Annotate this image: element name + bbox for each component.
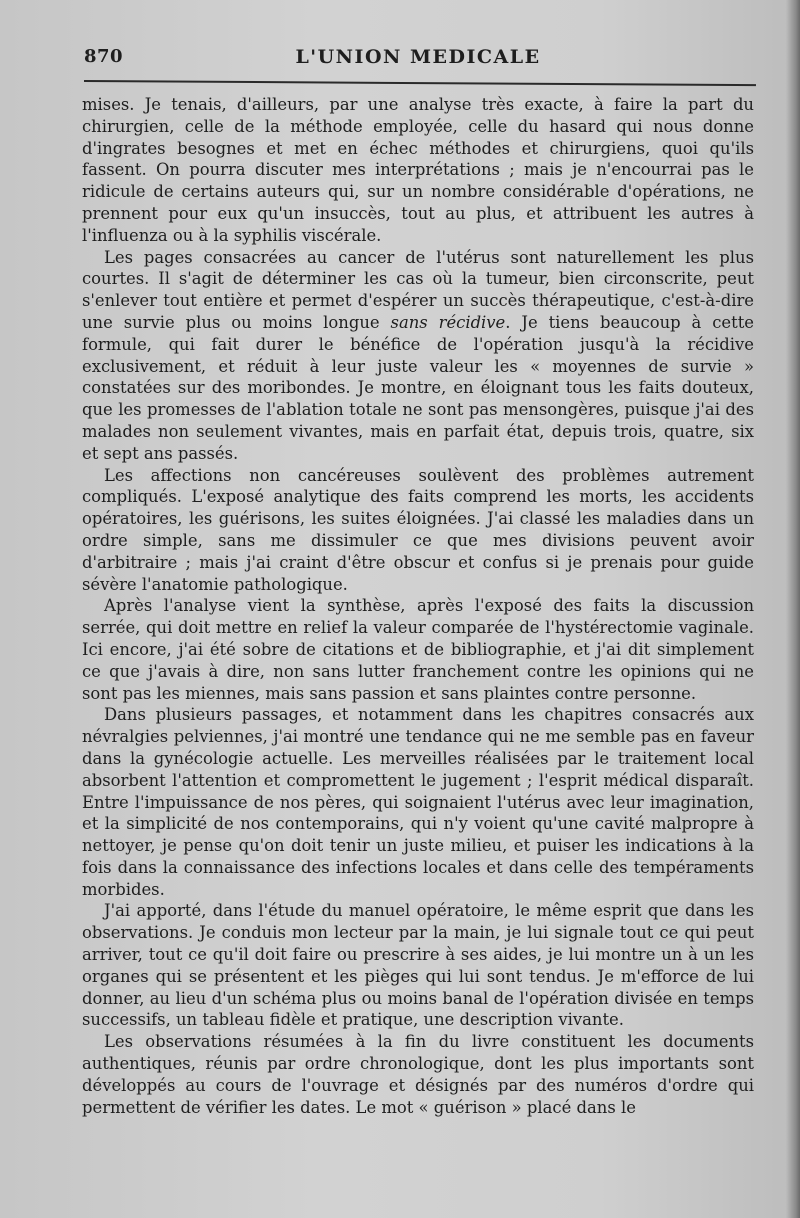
page-edge-shadow (786, 0, 800, 1218)
paragraph-2 (82, 247, 754, 465)
body-text (82, 94, 754, 1118)
paragraph-7: Les observations résumées à la fin du livre constituent les documents authentiques, réunis par ordre chronologique, dont les plus importants sont développés au cours de l'ouvrage et désignés par des numéros d'ordre qui permettent de vérifier les dates. Le mot « guérison » placé dans le (82, 1032, 754, 1117)
italic-phrase: sans récidive (390, 312, 506, 332)
page-header (84, 46, 752, 74)
header-rule (84, 80, 756, 86)
paragraph-4: Après l'analyse vient la synthèse, après l'exposé des faits la discussion serrée, qui doit mettre en relief la valeur comparée de l'hystérectomie vaginale. Ici encore, j'ai été sobre de citations et de bibliographie, et j'ai dit simplement ce que j'avais à dire, non sans lutter franchement contre les opinions qui ne sont pas les miennes, mais sans passion et sans plaintes contre personne. (82, 596, 754, 703)
paragraph-1: mises. Je tenais, d'ailleurs, par une analyse très exacte, à faire la part du chirurgien, celle de la méthode employée, celle du hasard qui nous donne d'ingrates besognes et met en échec méthodes et chirurgiens, quoi qu'ils fassent. On pourra discuter mes interprétations ; mais je n'encourrai pas le ridicule de certains auteurs qui, sur un nombre considérable d'opérations, ne prennent pour eux qu'un insuccès, tout au plus, et attribuent les autres à l'influenza ou à la syphilis viscérale. (82, 95, 754, 245)
running-title: L'UNION MEDICALE (295, 46, 541, 68)
paragraph-6: J'ai apporté, dans l'étude du manuel opératoire, le même esprit que dans les observations. Je conduis mon lecteur par la main, je lui signale tout ce qui peut arriver, tout ce qu'il doit faire ou prescrire à ses aides, je lui montre un à un les organes qui se présentent et les pièges qui lui sont tendus. Je m'efforce de lui donner, au lieu d'un schéma plus ou moins banal de l'opération divisée en temps successifs, un tableau fidèle et pratique, une description vivante. (82, 901, 754, 1030)
paragraph-2-text-end: . Je tiens beaucoup à cette formule, qui fait durer le bénéfice de l'opération jusqu'à la récidive exclusivement, et réduit à leur juste valeur les « moyennes de survie » constatées sur des moribondes. Je montre, en éloignant tous les faits douteux, que les promesses de l'ablation totale ne sont pas mensongères, puisque j'ai des malades non seulement vivantes, mais en parfait état, depuis trois, quatre, six et sept ans passés. (82, 312, 755, 463)
page-number: 870 (84, 46, 124, 67)
paragraph-3: Les affections non cancéreuses soulèvent des problèmes autrement compliqués. L'exposé analytique des faits comprend les morts, les accidents opératoires, les guérisons, les suites éloignées. J'ai classé les maladies dans un ordre simple, sans me dissimuler ce que mes divisions peuvent avoir d'arbitraire ; mais j'ai craint d'être obscur et confus si je prenais pour guide sévère l'anatomie pathologique. (82, 465, 754, 594)
paragraph-2-text: Les pages consacrées au cancer de l'utérus sont naturellement les plus courtes. Il s'agit de déterminer les cas où la tumeur, bien circonscrite, peut s'enlever tout entière et permet d'espérer un succès thérapeutique, c'est-à-dire une survie plus ou moins longue (82, 247, 754, 332)
paragraph-5: Dans plusieurs passages, et notamment dans les chapitres consacrés aux névralgies pelviennes, j'ai montré une tendance qui ne me semble pas en faveur dans la gynécologie actuelle. Les merveilles réalisées par le traitement local absorbent l'attention et compromettent le jugement ; l'esprit médical disparaît. Entre l'impuissance de nos pères, qui soignaient l'utérus avec leur imagination, et la simplicité de nos contemporains, qui n'y voient qu'une cavité malpropre à nettoyer, je pense qu'on doit tenir un juste milieu, et puiser les indications à la fois dans la connaissance des infections locales et dans celle des tempéraments morbides. (82, 705, 754, 899)
